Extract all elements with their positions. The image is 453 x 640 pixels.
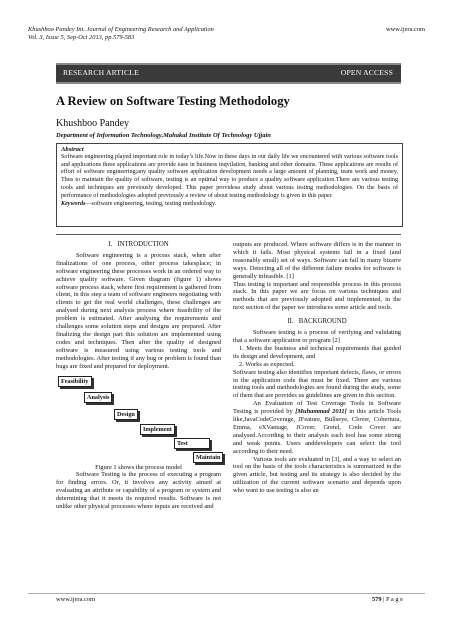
author-name: Khushboo Pandey [56, 118, 130, 129]
research-article-label: RESEARCH ARTICLE [63, 68, 139, 77]
right-column [233, 241, 401, 495]
intro-paragraph-1: Software engineering is a process stack, when after finalizations of one process, other process takesplace; in software engineering these processes work in an ordered way to achieve quality software. Given diagram (figure 1) shows software process stack, where first requirement is gathered from client, in this step a team of software engineers negotiating with clients to get the real world challenges, these challenges are analysed during next analysis process where feasibility of the problem is estimated. After analysing the requirements and challenges some solution steps and designs are prepared. After finalizing the design part this solution are implemented using codes and techniques. Then after the quality of designed software is measured using various testing tools and methodologies. After testing if any bug or problem is found than bugs are fixed and prepared for deployment. [56, 251, 221, 370]
author-affiliation: Department of Information Technology,Mahakal Institute Of Technology Ujjain [56, 132, 271, 139]
test-box: Test [174, 438, 210, 449]
design-box: Design [114, 409, 138, 420]
journal-line-2: Vol. 3, Issue 5, Sep-Oct 2013, pp.579-583 [28, 34, 135, 41]
paper-title: A Review on Software Testing Methodology [56, 94, 290, 108]
list-item-2: 2. Works as expected. [239, 360, 295, 368]
implement-box: Implement [140, 424, 175, 435]
section-title: BACKGROUND [298, 318, 347, 326]
background-paragraph-4: Various tools are evaluated in [3], and a way to select an tool on the basis of the tools characteristics is summarized in the given article, but testing and its strategy is also decided by the utilization of the current software scenario and depends upon who want to use testing is also an [233, 455, 401, 495]
section-heading-background [233, 318, 401, 326]
page-word: P a g e [386, 596, 403, 603]
paragraph-text: An Evaluation of Test Coverage Tools in Software Testing is provided by [233, 400, 401, 416]
header-site: www.ijera.com [386, 26, 425, 33]
section-heading-introduction [56, 241, 221, 249]
section-number: I. [108, 241, 113, 248]
abstract-text: Software engineering played important role in today’s life.Now in these days in our daily life we encountered with various software tools and applications these applications are provide ease in business inqvilation, banking and other domains. These applications are results of effort of software engineering;any quality software application development needs a large amount of planning, team work and money. Thus to maintain the quality of software, testing is an optimal way to produce a quality software application.There are various testing tools and techniques are previously developed. This paper providesa study about various testing methodologies. On the basis of performance of methodologies adopted previously a review of about testing methodology is given in this paper. [61, 153, 398, 199]
abstract-box [56, 143, 403, 227]
open-access-label: OPEN ACCESS [340, 68, 393, 77]
journal-header [28, 26, 214, 42]
figure-caption: Figure 1 shows the process model [95, 463, 182, 471]
right-paragraph-1: outputs are produced. Where software differs is in the manner in which it fails. Most physical systems fail in a fixed (and reasonably small) set of ways. Software can fail in many bizarre ways. Detecting all of the different failure modes for software is generally infeasible. [1] [233, 241, 401, 280]
feasibility-box: Feasibility [58, 376, 92, 387]
maintain-box: Maintain [193, 452, 223, 463]
article-type-band [56, 63, 401, 84]
keywords-label: Keywords [61, 200, 86, 207]
footer-divider [28, 593, 425, 594]
keywords-text: —software engineering, testing, testing methodology. [85, 200, 217, 207]
abstract-heading: Abstract [61, 146, 84, 153]
section-title: INTRODUCTION [117, 241, 169, 248]
left-column [56, 241, 221, 511]
journal-line-1: Khushboo Pandey Int. Journal of Engineering Research and Application [28, 26, 214, 33]
paragraph-text: in this article Tools like,JavaCodeCoverage, JFeature, Bullseye, Clover, Cobertura, Emma, eXVantage, JCover, Gretel, Code Cover are analysed.According to their analysis each tool has some strong and weak points. Users anddevelopers can select the tool according to their need. [233, 408, 401, 455]
section-divider [56, 234, 401, 235]
background-paragraph-3 [233, 400, 401, 455]
footer-page: 579 | P a g e [371, 596, 403, 603]
citation: [Muhammad 2011] [295, 408, 347, 416]
right-paragraph-2: Thus testing is important and responsible process in this process stack. In this paper we are focus on various techniques and methods that are previously adopted and implemented, in the next section of the paper we introduces some article and tools. [233, 280, 401, 312]
background-paragraph-2: Software testing also identifies important defects, flaws, or errors in the application code that must be fixed. There are various testing tools and methodologies are found during the study, some of them that are provides us guidelines are given in this section. [233, 368, 401, 400]
background-paragraph-1: Software testing is a process of verifying and validating that a software application or program [2] [233, 329, 401, 344]
analysis-box: Analysis [84, 392, 112, 403]
intro-paragraph-2: Software Testing is the process of executing a program for finding errors. Or, it involves any activity aimed at evaluating an attribute or capability of a program or system and determining that it meets its required results. Software is not unlike other physical processes where inputs are received and [56, 471, 221, 511]
process-model-figure [58, 374, 248, 462]
footer-site: www.ijera.com [56, 596, 95, 603]
section-number: II. [287, 318, 294, 326]
keywords-line [61, 201, 398, 209]
page-number: 579 [371, 596, 382, 603]
list-item-1: 1. Meets the business and technical requirements that guided its design and development, and [233, 344, 401, 360]
